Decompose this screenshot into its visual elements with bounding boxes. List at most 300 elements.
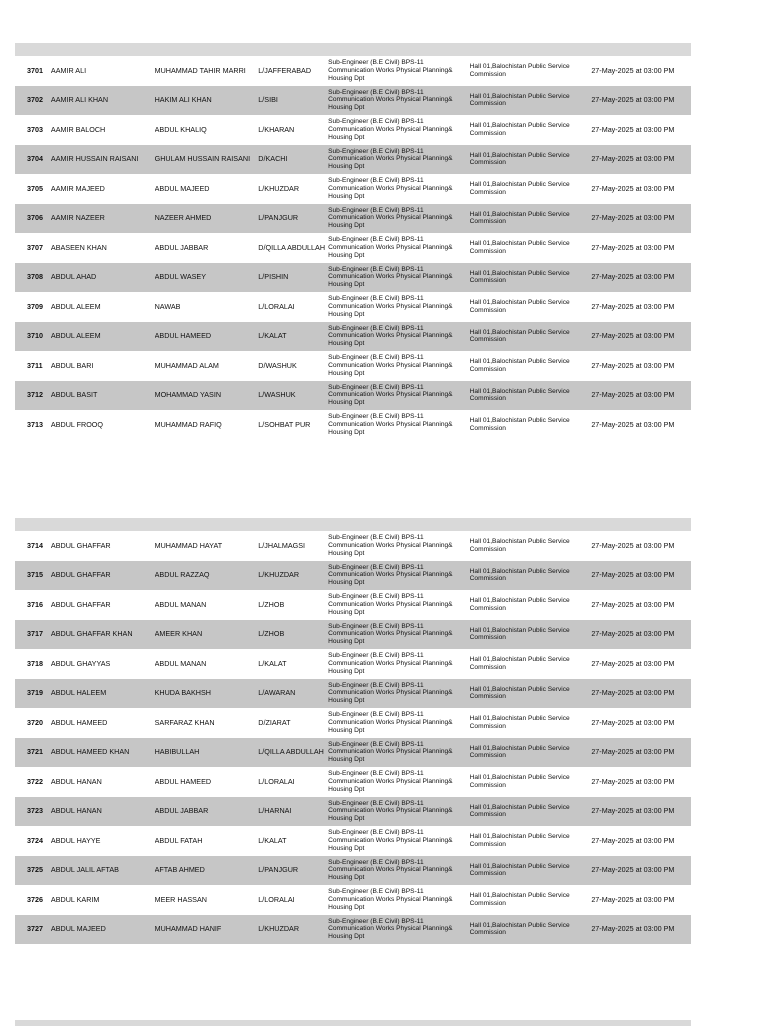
table-row [15,797,691,827]
venue-line: Commission [469,218,506,226]
table-row [15,590,691,620]
exam-datetime: 27-May-2025 at 03:00 PM [591,689,675,698]
table-row [15,145,691,175]
table-row [15,410,691,440]
table-row [15,856,691,886]
post-title [328,354,470,377]
post-line: Communication Works Physical Planning& [328,96,453,104]
venue-line: Hall 01,Balochistan Public Service [469,862,570,870]
post-title [328,207,470,230]
venue-line: Hall 01,Balochistan Public Service [469,892,570,900]
domicile: L/ZHOB [258,630,285,639]
roll-number: 3708 [27,273,43,282]
venue-line: Hall 01,Balochistan Public Service [469,92,570,100]
roll-number: 3710 [27,332,43,341]
post-line: Communication Works Physical Planning& [328,866,453,874]
domicile: L/LORALAI [258,302,295,311]
father-name: ABDUL RAZZAQ [154,571,210,580]
candidate-name: ABDUL HAMEED [50,718,108,727]
exam-datetime: 27-May-2025 at 03:00 PM [591,96,675,105]
post-line: Communication Works Physical Planning& [328,689,453,697]
venue-line: Hall 01,Balochistan Public Service [469,269,570,277]
father-name: MUHAMMAD TAHIR MARRI [154,66,246,75]
exam-datetime: 27-May-2025 at 03:00 PM [591,155,675,164]
post-line: Sub-Engineer (B.E Civil) BPS-11 [328,206,424,214]
exam-datetime: 27-May-2025 at 03:00 PM [591,125,675,134]
exam-venue [470,329,592,344]
table-row [15,56,691,86]
domicile: D/KACHI [258,155,288,164]
exam-datetime: 27-May-2025 at 03:00 PM [591,541,675,550]
venue-line: Hall 01,Balochistan Public Service [469,715,570,723]
domicile: L/KHARAN [258,125,295,134]
venue-line: Commission [469,604,506,612]
domicile: L/PANJGUR [258,214,299,223]
post-line: Housing Dpt [328,608,365,616]
roll-number: 3726 [27,895,43,904]
post-line: Communication Works Physical Planning& [328,571,453,579]
post-line: Sub-Engineer (B.E Civil) BPS-11 [328,354,424,362]
venue-line: Commission [469,722,506,730]
post-line: Housing Dpt [328,844,365,852]
post-line: Housing Dpt [328,903,365,911]
exam-venue [470,63,592,78]
venue-line: Hall 01,Balochistan Public Service [469,567,570,575]
candidate-name: ABDUL MAJEED [50,925,106,934]
domicile: L/KALAT [258,836,287,845]
candidate-name: AAMIR ALI [50,66,87,75]
post-line: Sub-Engineer (B.E Civil) BPS-11 [328,383,424,391]
post-line: Sub-Engineer (B.E Civil) BPS-11 [328,681,424,689]
post-line: Communication Works Physical Planning& [328,836,453,844]
domicile: L/HARNAI [258,807,292,816]
venue-line: Commission [469,424,506,432]
exam-venue [470,388,592,403]
exam-venue [470,211,592,226]
candidate-name: ABDUL GHAFFAR KHAN [50,630,133,639]
post-line: Housing Dpt [328,133,365,141]
venue-line: Commission [469,545,506,553]
exam-venue [470,686,592,701]
exam-datetime: 27-May-2025 at 03:00 PM [591,391,675,400]
exam-datetime: 27-May-2025 at 03:00 PM [591,184,675,193]
father-name: ABDUL JABBAR [154,807,209,816]
exam-venue [470,417,592,432]
venue-line: Hall 01,Balochistan Public Service [469,626,570,634]
post-line: Housing Dpt [328,933,365,941]
roll-number: 3718 [27,659,43,668]
post-line: Sub-Engineer (B.E Civil) BPS-11 [328,88,424,96]
exam-venue [470,240,592,255]
post-title [328,652,470,675]
post-line: Communication Works Physical Planning& [328,391,453,399]
post-line: Communication Works Physical Planning& [328,718,453,726]
exam-venue [470,568,592,583]
post-title [328,384,470,407]
post-line: Sub-Engineer (B.E Civil) BPS-11 [328,295,424,303]
table-row [15,263,691,293]
venue-line: Commission [469,752,506,760]
roll-number: 3706 [27,214,43,223]
table-row [15,292,691,322]
candidate-name: ABDUL JALIL AFTAB [50,866,119,875]
post-line: Housing Dpt [328,74,365,82]
post-line: Housing Dpt [328,697,365,705]
post-line: Housing Dpt [328,667,365,675]
candidate-name: ABDUL KARIM [50,895,100,904]
exam-venue [470,181,592,196]
post-line: Sub-Engineer (B.E Civil) BPS-11 [328,652,424,660]
post-line: Housing Dpt [328,340,365,348]
father-name: SARFARAZ KHAN [154,718,215,727]
domicile: L/PANJGUR [258,866,299,875]
post-line: Communication Works Physical Planning& [328,748,453,756]
candidate-name: ABDUL HANAN [50,777,102,786]
exam-venue [470,833,592,848]
venue-line: Hall 01,Balochistan Public Service [469,122,570,130]
post-title [328,295,470,318]
post-line: Sub-Engineer (B.E Civil) BPS-11 [328,59,424,67]
post-title [328,564,470,587]
roll-number: 3702 [27,96,43,105]
venue-line: Commission [469,336,506,344]
venue-line: Hall 01,Balochistan Public Service [469,774,570,782]
table-row [15,708,691,738]
domicile: D/WASHUK [258,361,297,370]
exam-venue [470,774,592,789]
exam-datetime: 27-May-2025 at 03:00 PM [591,630,675,639]
table-header-bar [15,518,691,531]
table-row [15,649,691,679]
table-row [15,204,691,234]
post-line: Sub-Engineer (B.E Civil) BPS-11 [328,413,424,421]
table-row [15,767,691,797]
exam-datetime: 27-May-2025 at 03:00 PM [591,836,675,845]
table-row [15,174,691,204]
venue-line: Hall 01,Balochistan Public Service [469,387,570,395]
father-name: MEER HASSAN [154,895,207,904]
venue-line: Commission [469,100,506,108]
table-header-bar [15,43,691,56]
domicile: L/KALAT [258,659,287,668]
table-row [15,738,691,768]
post-line: Communication Works Physical Planning& [328,630,453,638]
father-name: HABIBULLAH [154,748,200,757]
venue-line: Hall 01,Balochistan Public Service [469,151,570,159]
father-name: AMEER KHAN [154,630,203,639]
exam-venue [470,627,592,642]
post-line: Sub-Engineer (B.E Civil) BPS-11 [328,534,424,542]
venue-line: Hall 01,Balochistan Public Service [469,803,570,811]
exam-venue [470,152,592,167]
domicile: L/LORALAI [258,895,295,904]
venue-line: Commission [469,693,506,701]
venue-line: Hall 01,Balochistan Public Service [469,63,570,71]
roll-number: 3713 [27,420,43,429]
roll-number: 3725 [27,866,43,875]
exam-venue [470,804,592,819]
venue-line: Hall 01,Balochistan Public Service [469,417,570,425]
roll-number: 3709 [27,302,43,311]
father-name: MOHAMMAD YASIN [154,391,222,400]
venue-line: Commission [469,188,506,196]
post-line: Sub-Engineer (B.E Civil) BPS-11 [328,740,424,748]
father-name: HAKIM ALI KHAN [154,96,212,105]
venue-line: Hall 01,Balochistan Public Service [469,328,570,336]
venue-line: Commission [469,840,506,848]
post-title [328,59,470,82]
father-name: AFTAB AHMED [154,866,205,875]
table-row [15,233,691,263]
domicile: L/LORALAI [258,777,295,786]
father-name: ABDUL HAMEED [154,332,212,341]
roll-number: 3717 [27,630,43,639]
candidate-name: ABDUL ALEEM [50,302,101,311]
venue-line: Commission [469,365,506,373]
post-line: Sub-Engineer (B.E Civil) BPS-11 [328,265,424,273]
candidate-name: ABDUL HALEEM [50,689,107,698]
table-row [15,115,691,145]
roll-number: 3714 [27,541,43,550]
candidate-name: AAMIR ALI KHAN [50,96,109,105]
exam-datetime: 27-May-2025 at 03:00 PM [591,777,675,786]
table-body-1 [15,56,691,440]
venue-line: Commission [469,781,506,789]
candidate-name: ABDUL GHAFFAR [50,571,111,580]
venue-line: Commission [469,575,506,583]
post-title [328,325,470,348]
post-line: Housing Dpt [328,192,365,200]
table-row [15,885,691,915]
exam-datetime: 27-May-2025 at 03:00 PM [591,243,675,252]
post-line: Communication Works Physical Planning& [328,273,453,281]
venue-line: Hall 01,Balochistan Public Service [469,538,570,546]
venue-line: Commission [469,129,506,137]
candidate-name: ABDUL GHAFFAR [50,600,111,609]
post-line: Housing Dpt [328,104,365,112]
exam-venue [470,656,592,671]
exam-datetime: 27-May-2025 at 03:00 PM [591,273,675,282]
domicile: L/KHUZDAR [258,571,300,580]
post-line: Housing Dpt [328,815,365,823]
post-line: Sub-Engineer (B.E Civil) BPS-11 [328,118,424,126]
venue-line: Commission [469,870,506,878]
father-name: ABDUL FATAH [154,836,203,845]
table-section-2 [15,518,691,944]
exam-venue [470,597,592,612]
post-line: Communication Works Physical Planning& [328,925,453,933]
roll-number: 3723 [27,807,43,816]
roll-number: 3711 [27,361,43,370]
father-name: ABDUL MAJEED [154,184,210,193]
venue-line: Commission [469,277,506,285]
candidate-name: ABDUL GHAFFAR [50,541,111,550]
post-title [328,800,470,823]
post-line: Housing Dpt [328,310,365,318]
exam-datetime: 27-May-2025 at 03:00 PM [591,925,675,934]
exam-datetime: 27-May-2025 at 03:00 PM [591,66,675,75]
exam-venue [470,538,592,553]
post-line: Sub-Engineer (B.E Civil) BPS-11 [328,622,424,630]
post-line: Housing Dpt [328,874,365,882]
post-line: Sub-Engineer (B.E Civil) BPS-11 [328,236,424,244]
roll-number: 3716 [27,600,43,609]
father-name: MUHAMMAD ALAM [154,361,219,370]
roll-number: 3727 [27,925,43,934]
father-name: ABDUL KHALIQ [154,125,207,134]
post-line: Communication Works Physical Planning& [328,600,453,608]
venue-line: Commission [469,395,506,403]
venue-line: Hall 01,Balochistan Public Service [469,685,570,693]
post-line: Communication Works Physical Planning& [328,659,453,667]
post-line: Communication Works Physical Planning& [328,243,453,251]
post-title [328,859,470,882]
venue-line: Commission [469,70,506,78]
candidate-name: AAMIR HUSSAIN RAISANI [50,155,139,164]
exam-venue [470,270,592,285]
post-line: Housing Dpt [328,163,365,171]
post-title [328,118,470,141]
venue-line: Commission [469,247,506,255]
venue-line: Hall 01,Balochistan Public Service [469,597,570,605]
table-header-bar-next-page [15,1020,691,1026]
table-row [15,826,691,856]
post-line: Housing Dpt [328,222,365,230]
post-line: Sub-Engineer (B.E Civil) BPS-11 [328,770,424,778]
candidate-name: ABASEEN KHAN [50,243,107,252]
post-title [328,623,470,646]
venue-line: Hall 01,Balochistan Public Service [469,299,570,307]
post-line: Housing Dpt [328,579,365,587]
exam-venue [470,358,592,373]
table-row [15,915,691,945]
exam-datetime: 27-May-2025 at 03:00 PM [591,748,675,757]
domicile: L/QILLA ABDULLAH [258,748,324,757]
venue-line: Hall 01,Balochistan Public Service [469,240,570,248]
exam-venue [470,863,592,878]
post-line: Communication Works Physical Planning& [328,332,453,340]
candidate-name: ABDUL HANAN [50,807,102,816]
roll-number: 3721 [27,748,43,757]
venue-line: Commission [469,306,506,314]
father-name: ABDUL JABBAR [154,243,209,252]
post-title [328,89,470,112]
candidate-name: ABDUL BARI [50,361,94,370]
domicile: L/JAFFERABAD [258,66,312,75]
domicile: L/AWARAN [258,689,296,698]
venue-line: Commission [469,811,506,819]
venue-line: Hall 01,Balochistan Public Service [469,921,570,929]
post-line: Sub-Engineer (B.E Civil) BPS-11 [328,563,424,571]
post-line: Communication Works Physical Planning& [328,125,453,133]
post-line: Communication Works Physical Planning& [328,895,453,903]
exam-datetime: 27-May-2025 at 03:00 PM [591,807,675,816]
post-line: Housing Dpt [328,726,365,734]
domicile: D/QILLA ABDULLAH [258,243,326,252]
post-line: Communication Works Physical Planning& [328,807,453,815]
venue-line: Commission [469,634,506,642]
exam-venue [470,299,592,314]
father-name: MUHAMMAD HANIF [154,925,222,934]
post-line: Communication Works Physical Planning& [328,155,453,163]
venue-line: Hall 01,Balochistan Public Service [469,656,570,664]
post-title [328,236,470,259]
exam-venue [470,922,592,937]
venue-line: Commission [469,663,506,671]
post-line: Housing Dpt [328,399,365,407]
father-name: NAZEER AHMED [154,214,212,223]
table-row [15,620,691,650]
candidate-name: AAMIR NAZEER [50,214,105,223]
candidate-name: ABDUL BASIT [50,391,98,400]
table-row [15,561,691,591]
post-line: Sub-Engineer (B.E Civil) BPS-11 [328,177,424,185]
post-line: Housing Dpt [328,638,365,646]
post-title [328,711,470,734]
post-line: Sub-Engineer (B.E Civil) BPS-11 [328,888,424,896]
father-name: ABDUL HAMEED [154,777,212,786]
post-line: Sub-Engineer (B.E Civil) BPS-11 [328,858,424,866]
post-title [328,177,470,200]
domicile: L/KHUZDAR [258,925,300,934]
domicile: L/JHALMAGSI [258,541,306,550]
post-line: Sub-Engineer (B.E Civil) BPS-11 [328,593,424,601]
post-title [328,829,470,852]
table-row [15,86,691,116]
candidate-name: ABDUL ALEEM [50,332,101,341]
roll-number: 3701 [27,66,43,75]
father-name: ABDUL MANAN [154,659,207,668]
post-title [328,534,470,557]
post-title [328,266,470,289]
post-line: Communication Works Physical Planning& [328,361,453,369]
domicile: L/SIBI [258,96,278,105]
table-section-1 [15,43,691,440]
exam-datetime: 27-May-2025 at 03:00 PM [591,895,675,904]
post-line: Communication Works Physical Planning& [328,302,453,310]
candidate-name: ABDUL HAMEED KHAN [50,748,130,757]
post-title [328,918,470,941]
post-line: Sub-Engineer (B.E Civil) BPS-11 [328,711,424,719]
roll-number: 3712 [27,391,43,400]
exam-venue [470,745,592,760]
post-line: Housing Dpt [328,785,365,793]
venue-line: Hall 01,Balochistan Public Service [469,210,570,218]
domicile: L/KALAT [258,332,287,341]
post-line: Communication Works Physical Planning& [328,214,453,222]
post-line: Sub-Engineer (B.E Civil) BPS-11 [328,917,424,925]
venue-line: Hall 01,Balochistan Public Service [469,358,570,366]
father-name: MUHAMMAD HAYAT [154,541,223,550]
post-line: Communication Works Physical Planning& [328,541,453,549]
roll-number: 3704 [27,155,43,164]
exam-datetime: 27-May-2025 at 03:00 PM [591,214,675,223]
post-line: Housing Dpt [328,549,365,557]
father-name: MUHAMMAD RAFIQ [154,420,222,429]
domicile: L/SOHBAT PUR [258,420,311,429]
post-line: Housing Dpt [328,281,365,289]
father-name: GHULAM HUSSAIN RAISANI [154,155,251,164]
father-name: ABDUL MANAN [154,600,207,609]
table-row [15,322,691,352]
venue-line: Commission [469,159,506,167]
venue-line: Hall 01,Balochistan Public Service [469,181,570,189]
candidate-name: AAMIR BALOCH [50,125,106,134]
domicile: L/WASHUK [258,391,296,400]
exam-datetime: 27-May-2025 at 03:00 PM [591,361,675,370]
venue-line: Hall 01,Balochistan Public Service [469,833,570,841]
roll-number: 3722 [27,777,43,786]
